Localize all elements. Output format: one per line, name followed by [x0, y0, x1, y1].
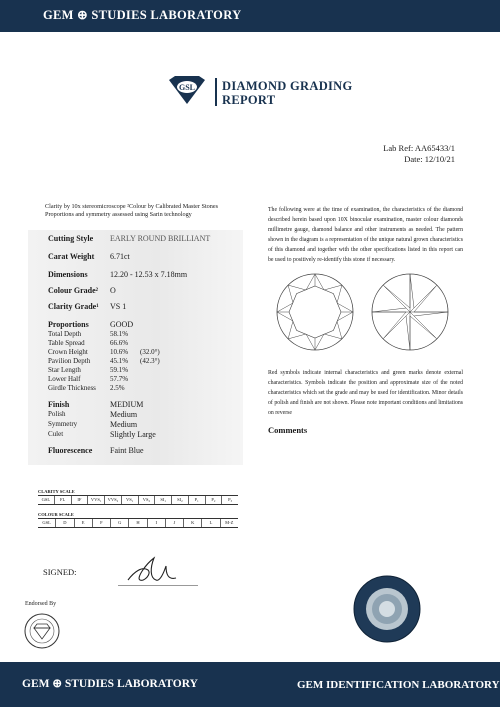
dimensions-value: 12.20 - 12.53 x 7.18mm	[110, 270, 188, 279]
clarity-value: VS 1	[110, 302, 127, 311]
fluorescence-value: Faint Blue	[110, 446, 144, 455]
lower-half-value: 57.7%	[110, 375, 129, 383]
lab-ref: Lab Ref: AA65433/1	[383, 143, 455, 153]
clarity-grade: SI₁	[154, 496, 171, 504]
pavilion-angle-value: (42.3°)	[140, 357, 160, 365]
clarity-grade: VVS₂	[104, 496, 121, 504]
signature-line	[118, 585, 198, 586]
table-spread-value: 66.6%	[110, 339, 129, 347]
polish-value: Medium	[110, 410, 138, 419]
clarity-grade: IF	[71, 496, 88, 504]
report-title-line1: DIAMOND GRADING	[222, 79, 353, 93]
fluorescence-label: Fluorescence	[48, 446, 93, 455]
signature-icon	[120, 552, 190, 586]
colour-grade: F	[92, 519, 110, 527]
footer-brand-right: GEM IDENTIFICATION LABORATORY	[297, 679, 500, 691]
crown-angle-value: (32.0°)	[140, 348, 160, 356]
clarity-scale-title: CLARITY SCALE	[38, 489, 75, 494]
clarity-label: Clarity Grade¹	[48, 302, 99, 311]
colour-scale-title: COLOUR SCALE	[38, 512, 74, 517]
proportions-value: GOOD	[110, 320, 134, 329]
title-divider	[215, 78, 217, 106]
colour-grade: M-Z	[220, 519, 238, 527]
girdle-label: Girdle Thickness	[48, 384, 96, 392]
note-line-1: Clarity by 10x stereomicroscope ²Colour by Calibrated Master Stones	[45, 203, 219, 210]
colour-grade: H	[128, 519, 146, 527]
star-length-label: Star Length	[48, 366, 81, 374]
crown-diagram-icon	[275, 272, 355, 352]
endorsed-label: Endorsed By	[25, 601, 57, 607]
symmetry-value: Medium	[110, 420, 138, 429]
clarity-scale	[38, 495, 238, 505]
culet-label: Culet	[48, 430, 64, 438]
report-title-line2: REPORT	[222, 93, 276, 107]
gsl-logo-icon	[165, 72, 209, 108]
clarity-grade: P₁	[188, 496, 205, 504]
clarity-grade: FL	[54, 496, 71, 504]
lower-half-label: Lower Half	[48, 375, 81, 383]
report-date: Date: 12/10/21	[404, 154, 455, 164]
colour-value: O	[110, 286, 116, 295]
colour-grade: GSL	[42, 520, 51, 525]
clarity-grade: VS₁	[121, 496, 138, 504]
colour-label: Colour Grade²	[48, 286, 99, 295]
clarity-grade: SI₂	[171, 496, 188, 504]
logo-text: GSL	[178, 83, 196, 92]
proportions-label: Proportions	[48, 320, 89, 329]
crown-height-value: 10.6%	[110, 348, 129, 356]
colour-grade: D	[55, 519, 73, 527]
clarity-grade: VVS₁	[87, 496, 104, 504]
dimensions-label: Dimensions	[48, 270, 88, 279]
note-line-2: Proportions and symmetry assessed using Sarin technology	[45, 211, 192, 218]
clarity-grade: P₂	[205, 496, 222, 504]
colour-grade: G	[110, 519, 128, 527]
comments-heading: Comments	[268, 425, 308, 435]
report-title	[222, 79, 353, 107]
certification-hologram-icon	[352, 574, 422, 644]
header-brand: GEM ⊕ STUDIES LABORATORY	[43, 8, 242, 22]
crown-height-label: Crown Height	[48, 348, 88, 356]
footer-brand-left: GEM ⊕ STUDIES LABORATORY	[22, 678, 198, 690]
total-depth-label: Total Depth	[48, 330, 82, 338]
method-notes	[45, 203, 245, 219]
colour-grade: I	[147, 519, 165, 527]
clarity-grade: VS₂	[138, 496, 155, 504]
carat-label: Carat Weight	[48, 252, 95, 261]
star-length-value: 59.1%	[110, 366, 129, 374]
pavilion-depth-label: Pavilion Depth	[48, 357, 91, 365]
colour-grade: L	[201, 519, 219, 527]
footer-banner	[0, 662, 500, 707]
colour-scale	[38, 518, 238, 528]
finish-label: Finish	[48, 400, 70, 409]
clarity-grade: P₃	[221, 496, 238, 504]
top-banner	[0, 0, 500, 32]
symmetry-label: Symmetry	[48, 420, 78, 428]
finish-value: MEDIUM	[110, 400, 144, 409]
polish-label: Polish	[48, 410, 66, 418]
pavilion-diagram-icon	[370, 272, 450, 352]
cutting-style-label: Cutting Style	[48, 234, 94, 243]
specification-panel	[28, 230, 243, 465]
clarity-grade: GSL	[41, 497, 51, 502]
signed-label: SIGNED:	[43, 567, 77, 577]
pavilion-depth-value: 45.1%	[110, 357, 129, 365]
carat-value: 6.71ct	[110, 252, 130, 261]
culet-value: Slightly Large	[110, 430, 156, 439]
lab-reference	[383, 143, 455, 165]
table-spread-label: Table Spread	[48, 339, 85, 347]
examination-text: The following were at the time of examination, the characteristics of the diamond described herein based upon 10X binocular examination, master colour diamonds millimetre gauge, diamond balance and other instruments as needed. The pattern shown in the diagram is a representation of the unique natural grown characteristics of this diamond and together with the other specifications listed in this report can be used to positively re-identify this stone if necessary.	[268, 207, 463, 263]
endorsement-seal-icon	[24, 613, 60, 649]
cutting-style-value: EARLY ROUND BRILLIANT	[110, 234, 211, 243]
colour-grade: E	[74, 519, 92, 527]
colour-grade: J	[165, 519, 183, 527]
colour-grade: K	[183, 519, 201, 527]
symbols-text: Red symbols indicate internal characteristics and green marks denote external characteristics. Symbols indicate the position and approximate size of the noted characteristics which set the grade and may be used for identification. Minor details of polish and finish are not shown. Please note important conditions and limitations on reverse	[268, 370, 463, 416]
total-depth-value: 58.1%	[110, 330, 129, 338]
girdle-value: 2.5%	[110, 384, 125, 392]
